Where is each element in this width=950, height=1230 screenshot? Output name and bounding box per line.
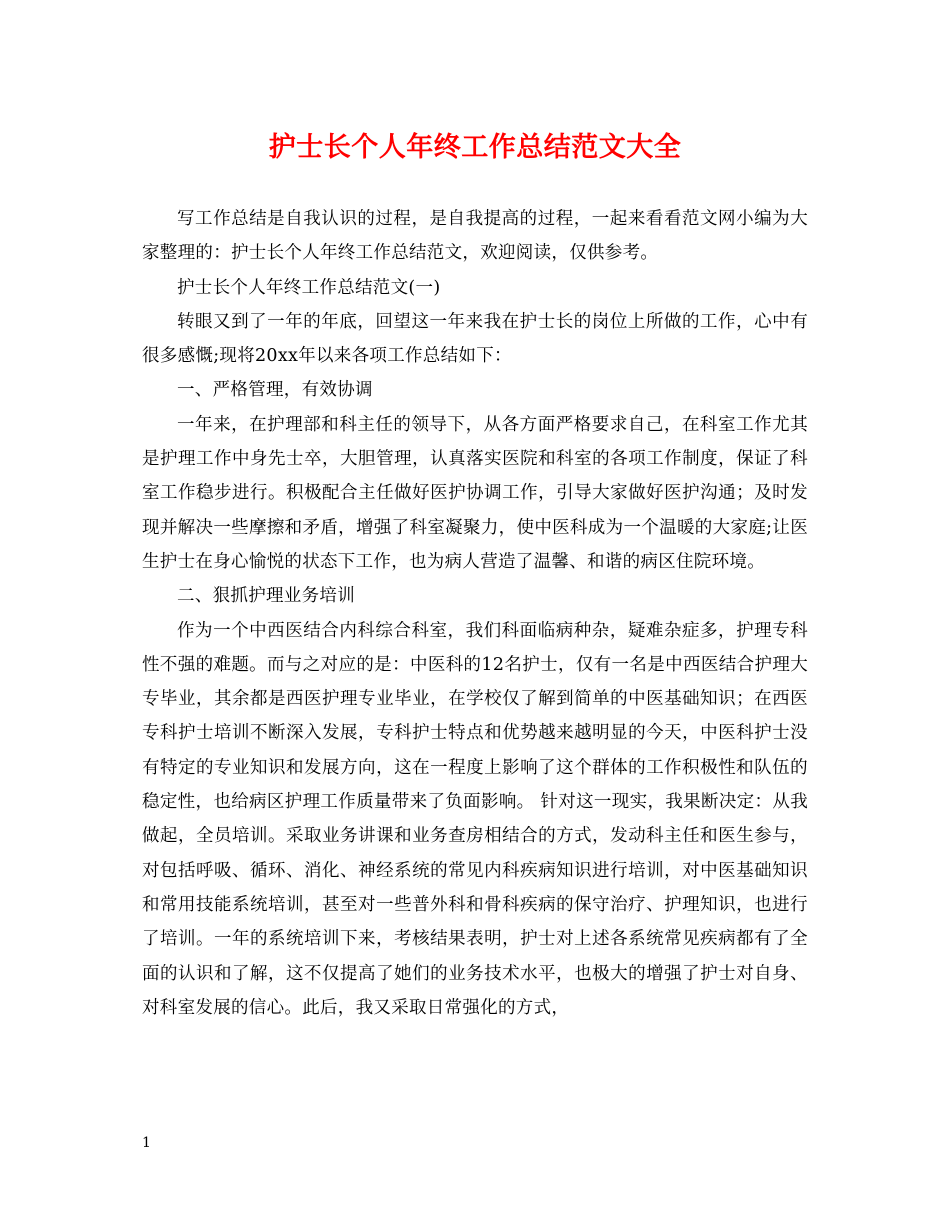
document-body: [142, 202, 808, 1025]
training-paragraph: 作为一个中西医结合内科综合科室，我们科面临病种杂，疑难杂症多，护理专科性不强的难题。而与之对应的是：中医科的12名护士，仅有一名是中西医结合护理大专毕业，其余都是西医护理专业毕业，在学校仅了解到简单的中医基础知识；在西医专科护士培训不断深入发展，专科护士特点和优势越来越明显的今天，中医科护士没有特定的专业知识和发展方向，这在一程度上影响了这个群体的工作积极性和队伍的稳定性，也给病区护理工作质量带来了负面影响。 针对这一现实，我果断决定：从我做起，全员培训。采取业务讲课和业务查房相结合的方式，发动科主任和医生参与，对包括呼吸、循环、消化、神经系统的常见内科疾病知识进行培训，对中医基础知识和常用技能系统培训，甚至对一些普外科和骨科疾病的保守治疗、护理知识，也进行了培训。一年的系统培训下来，考核结果表明，护士对上述各系统常见疾病都有了全面的认识和了解，这不仅提高了她们的业务技术水平，也极大的增强了护士对自身、对科室发展的信心。此后，我又采取日常强化的方式，: [142, 620, 808, 1018]
intro-paragraph: 写工作总结是自我认识的过程，是自我提高的过程，一起来看看范文网小编为大家整理的：护士长个人年终工作总结范文，欢迎阅读，仅供参考。: [142, 209, 808, 264]
section-heading-sample-one: 护士长个人年终工作总结范文(一): [177, 277, 441, 298]
page-number: 1: [142, 1135, 151, 1151]
section-heading-training: 二、狠抓护理业务培训: [177, 586, 355, 607]
management-paragraph: 一年来，在护理部和科主任的领导下，从各方面严格要求自己，在科室工作尤其是护理工作中身先士卒，大胆管理，认真落实医院和科室的各项工作制度，保证了科室工作稳步进行。积极配合主任做好医护协调工作，引导大家做好医护沟通；及时发现并解决一些摩擦和矛盾，增强了科室凝聚力，使中医科成为一个温暖的大家庭;让医生护士在身心愉悦的状态下工作，也为病人营造了温馨、和谐的病区住院环境。: [142, 414, 808, 572]
section-heading-management: 一、严格管理，有效协调: [177, 380, 373, 401]
document-title: 护士长个人年终工作总结范文大全: [268, 132, 682, 163]
opening-paragraph: 转眼又到了一年的年底，回望这一年来我在护士长的岗位上所做的工作，心中有很多感慨;现将20xx年以来各项工作总结如下：: [142, 311, 808, 367]
